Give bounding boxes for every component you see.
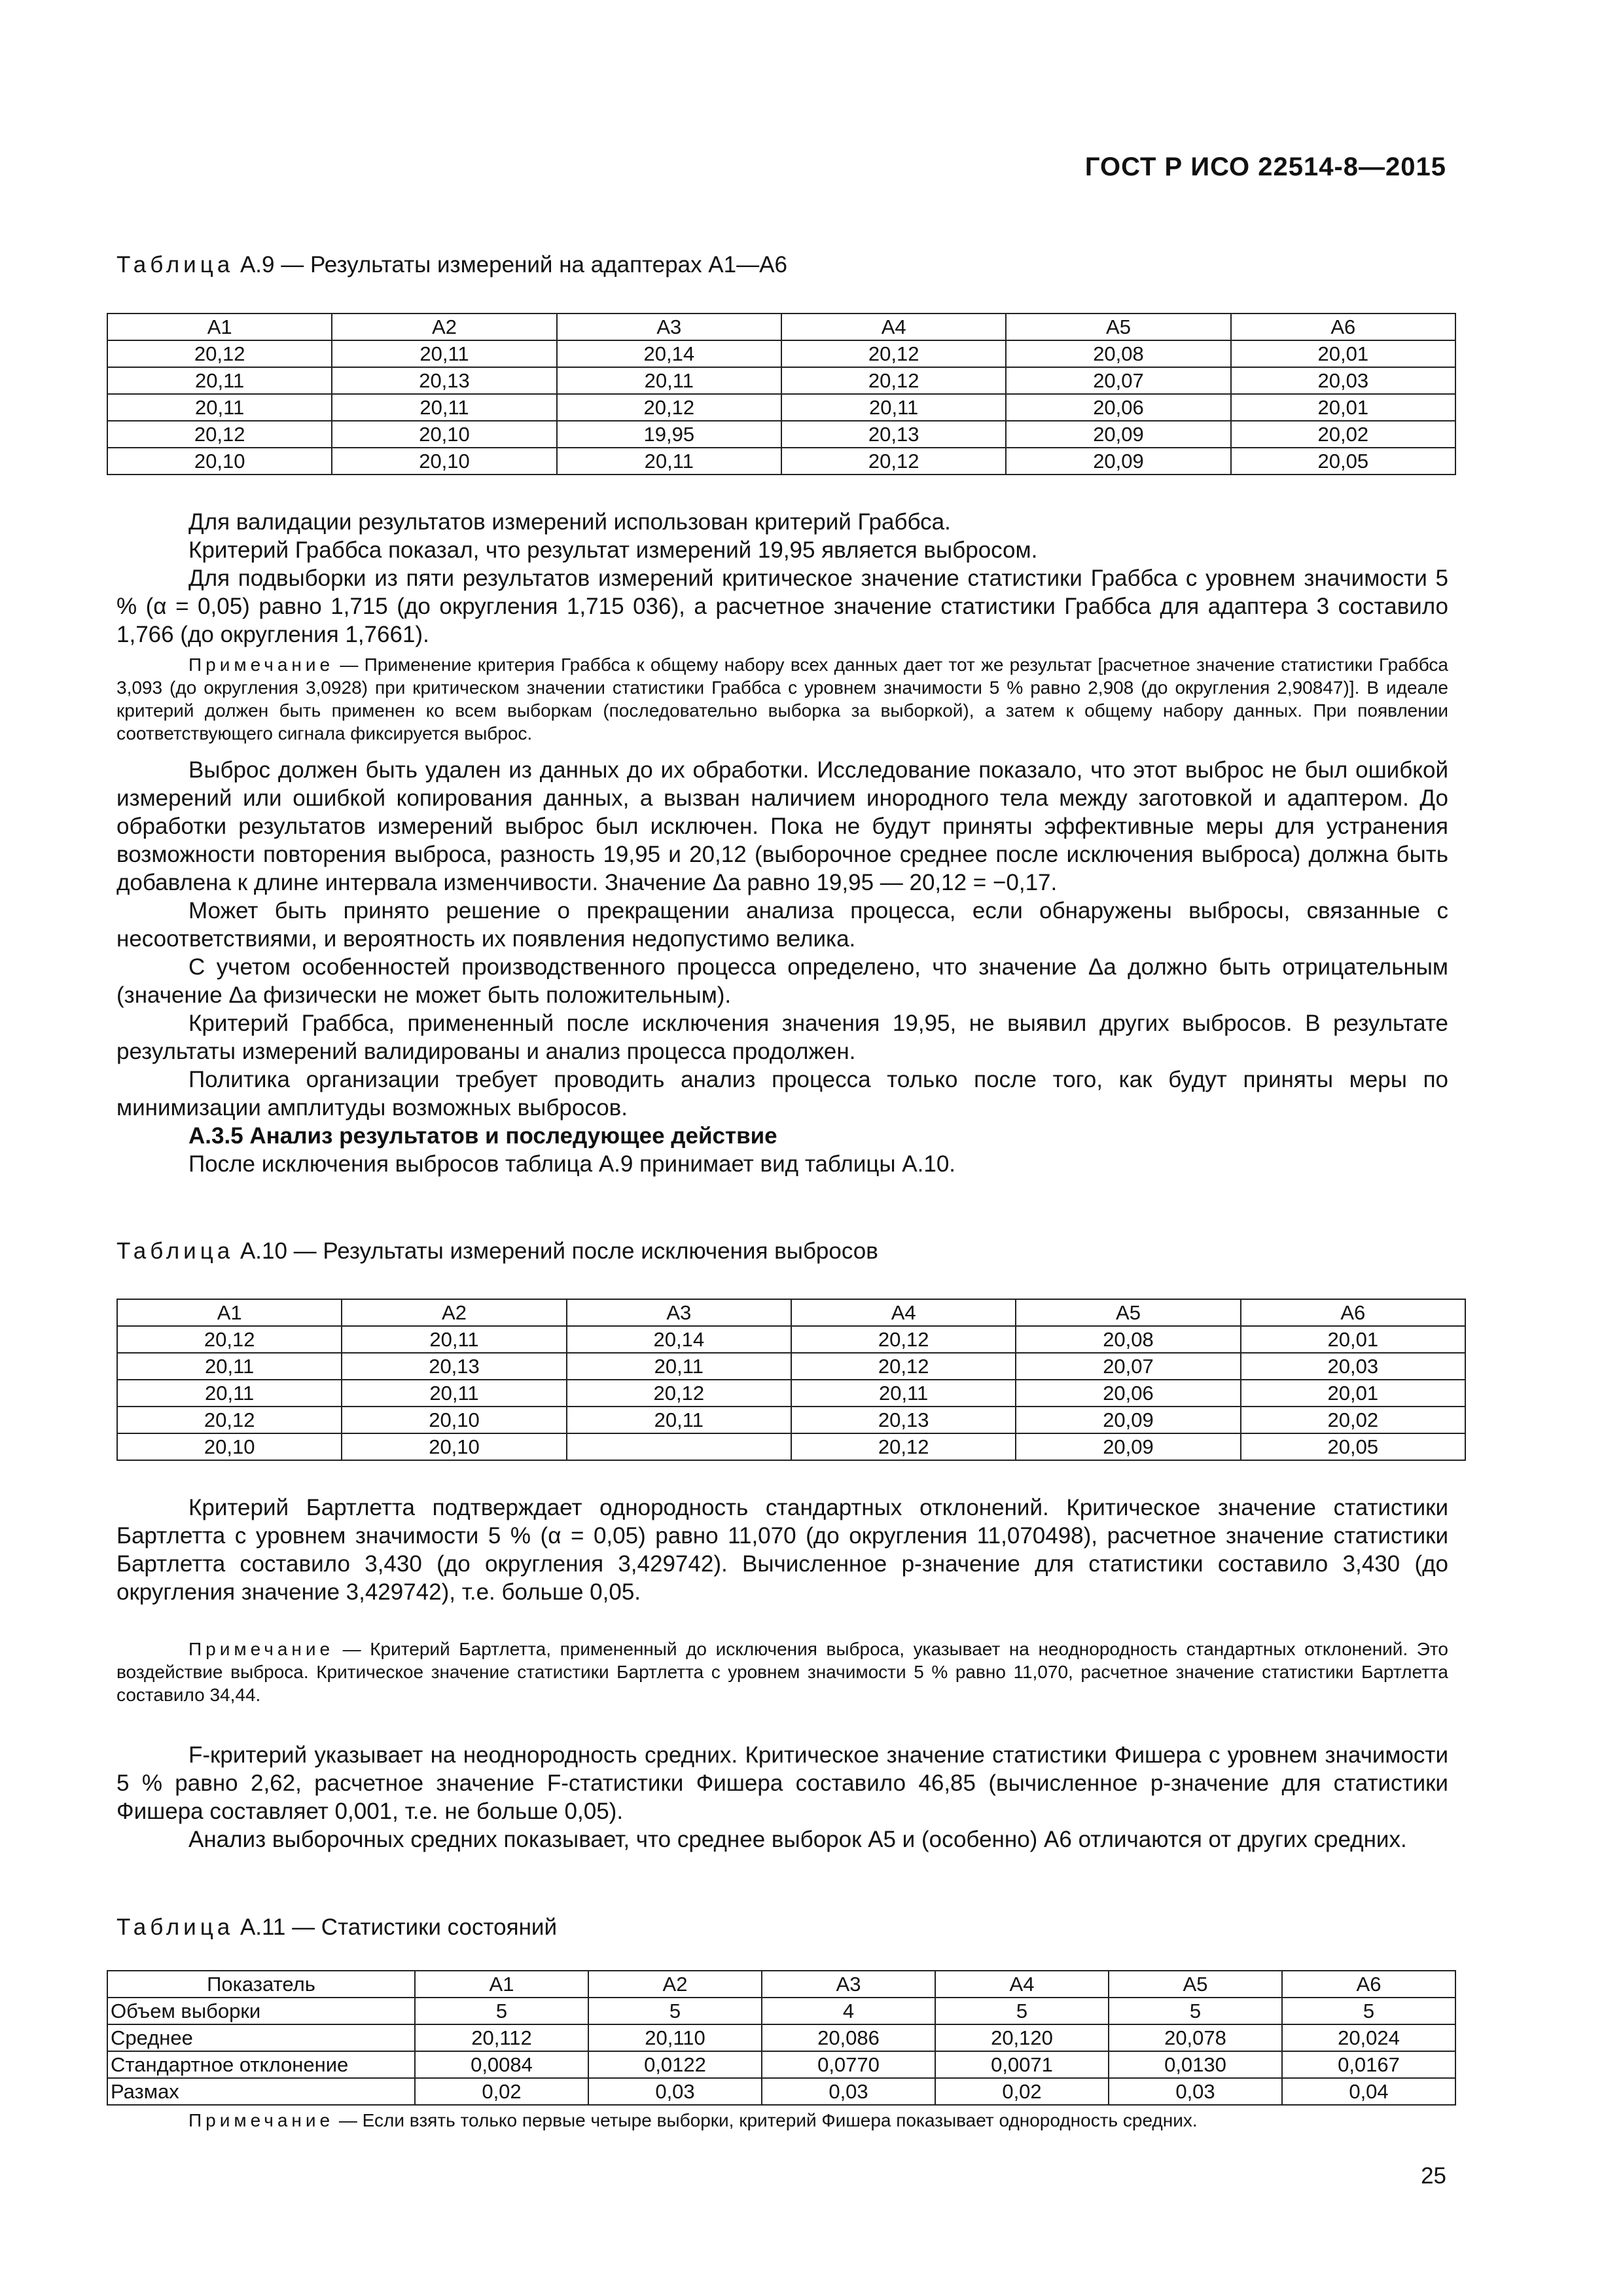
- table-cell: 20,10: [107, 448, 332, 475]
- table-row: [117, 1380, 1465, 1407]
- column-header: А1: [415, 1971, 588, 1998]
- column-header: А6: [1241, 1299, 1465, 1326]
- text-block-2: [116, 756, 1448, 1178]
- table-cell: 0,0770: [762, 2051, 935, 2078]
- table-cell: 20,05: [1241, 1433, 1465, 1460]
- text-block-1: [116, 508, 1448, 649]
- table-cell: 20,01: [1241, 1380, 1465, 1407]
- paragraph: Политика организации требует проводить анализ процесса только после того, как будут приняты меры по минимизации амплитуды возможных выбросов.: [116, 1067, 1448, 1121]
- table-cell: 20,13: [332, 367, 556, 394]
- table-cell: 20,14: [567, 1326, 791, 1353]
- table-cell: 20,12: [791, 1326, 1016, 1353]
- paragraph: С учетом особенностей производственного процесса определено, что значение Δa должно быть отрицательным (значение Δa физически не может быть положительным).: [116, 954, 1448, 1008]
- table-cell: 20,12: [791, 1353, 1016, 1380]
- table-row: [107, 1998, 1455, 2024]
- table-cell: 20,14: [557, 340, 781, 367]
- column-header: А2: [588, 1971, 762, 1998]
- table-row: [107, 394, 1455, 421]
- table-cell: 20,11: [567, 1407, 791, 1433]
- table-cell: 20,11: [332, 340, 556, 367]
- table-cell: 20,10: [342, 1407, 566, 1433]
- table-row: [117, 1433, 1465, 1460]
- page-number: 25: [1421, 2163, 1446, 2189]
- section-heading: А.3.5 Анализ результатов и последующее действие: [188, 1123, 777, 1149]
- paragraph: Критерий Бартлетта подтверждает однородность стандартных отклонений. Критическое значение статистики Бартлетта с уровнем значимости 5 % (α = 0,05) равно 11,070 (до округления 11,070498), расчетное значение статистики Бартлетта составило 3,430 (до округления 3,429742). Вычисленное p-значение для статистики составило 3,430 (до округления значение 3,429742), т.е. больше 0,05.: [116, 1495, 1448, 1605]
- column-header: А5: [1109, 1971, 1282, 1998]
- column-header: А2: [332, 314, 556, 340]
- table-cell: Размах: [107, 2078, 415, 2105]
- table-cell: 0,0130: [1109, 2051, 1282, 2078]
- table-cell: 20,10: [332, 421, 556, 448]
- table-row: [117, 1326, 1465, 1353]
- table-cell: 0,03: [762, 2078, 935, 2105]
- table10-caption: [116, 1238, 878, 1265]
- table-cell: 20,03: [1231, 367, 1455, 394]
- table-cell: 20,12: [567, 1380, 791, 1407]
- table-row: [107, 367, 1455, 394]
- table-cell: 0,03: [1109, 2078, 1282, 2105]
- table-cell: 20,09: [1006, 448, 1230, 475]
- table-cell: 20,10: [342, 1433, 566, 1460]
- column-header: А3: [557, 314, 781, 340]
- table-cell: 20,11: [107, 394, 332, 421]
- table-cell: 0,04: [1282, 2078, 1455, 2105]
- table11-caption-label: Таблица: [116, 1914, 234, 1940]
- table-cell: 20,11: [117, 1380, 342, 1407]
- note-bartlett: [116, 1638, 1448, 1706]
- table-cell: 20,09: [1016, 1407, 1240, 1433]
- table11-caption: [116, 1914, 557, 1941]
- table-cell: 20,12: [781, 340, 1006, 367]
- table-cell: 20,01: [1231, 394, 1455, 421]
- table-cell: 20,112: [415, 2024, 588, 2051]
- column-header: А3: [567, 1299, 791, 1326]
- table-cell: 20,11: [117, 1353, 342, 1380]
- table-cell: 20,03: [1241, 1353, 1465, 1380]
- table-cell: 20,110: [588, 2024, 762, 2051]
- table-cell: 20,12: [107, 340, 332, 367]
- table-cell: 20,11: [781, 394, 1006, 421]
- table-cell: 20,11: [342, 1326, 566, 1353]
- table-cell: 20,10: [332, 448, 556, 475]
- table-cell: Объем выборки: [107, 1998, 415, 2024]
- table-row: [107, 340, 1455, 367]
- table-cell: 0,0084: [415, 2051, 588, 2078]
- column-header: А2: [342, 1299, 566, 1326]
- paragraph: После исключения выбросов таблица А.9 принимает вид таблицы А.10.: [188, 1151, 956, 1177]
- table-cell: 20,078: [1109, 2024, 1282, 2051]
- table-cell: 5: [1282, 1998, 1455, 2024]
- document-header: ГОСТ Р ИСО 22514-8—2015: [1084, 152, 1446, 181]
- table-cell: 0,02: [415, 2078, 588, 2105]
- table-cell: 20,12: [107, 421, 332, 448]
- table10-caption-text: А.10 — Результаты измерений после исключения выбросов: [234, 1238, 878, 1264]
- table-cell: 20,12: [791, 1433, 1016, 1460]
- paragraph: Для валидации результатов измерений использован критерий Граббса.: [188, 509, 951, 535]
- table-cell: 20,11: [342, 1380, 566, 1407]
- column-header: А4: [791, 1299, 1016, 1326]
- table-cell: 20,11: [332, 394, 556, 421]
- table-cell: 20,07: [1006, 367, 1230, 394]
- table9-caption: [116, 252, 787, 278]
- table-cell: 20,09: [1016, 1433, 1240, 1460]
- table-cell: Среднее: [107, 2024, 415, 2051]
- table-cell: 20,07: [1016, 1353, 1240, 1380]
- table-cell: 20,12: [117, 1326, 342, 1353]
- column-header: А5: [1016, 1299, 1240, 1326]
- column-header: А3: [762, 1971, 935, 1998]
- table-cell: 20,086: [762, 2024, 935, 2051]
- note-grubbs: [116, 653, 1448, 745]
- column-header: А1: [107, 314, 332, 340]
- table-cell: 0,02: [935, 2078, 1109, 2105]
- table-header-row: [117, 1299, 1465, 1326]
- table-cell: Стандартное отклонение: [107, 2051, 415, 2078]
- paragraph: F-критерий указывает на неоднородность средних. Критическое значение статистики Фишера с уровнем значимости 5 % равно 2,62, расчетное значение F-статистики Фишера составило 46,85 (вычисленное p-значение для статистики Фишера составляет 0,001, т.е. не больше 0,05).: [116, 1742, 1448, 1824]
- table-row: [107, 448, 1455, 475]
- table-cell: 4: [762, 1998, 935, 2024]
- table-cell: 20,13: [342, 1353, 566, 1380]
- table-row: [107, 2078, 1455, 2105]
- table-cell: 20,06: [1016, 1380, 1240, 1407]
- table-cell: 20,09: [1006, 421, 1230, 448]
- table-cell: 20,12: [117, 1407, 342, 1433]
- table-cell: 20,01: [1231, 340, 1455, 367]
- table-cell: 20,11: [557, 367, 781, 394]
- table-cell: 20,12: [781, 367, 1006, 394]
- table-cell: 5: [415, 1998, 588, 2024]
- table-header-row: [107, 1971, 1455, 1998]
- table-cell: 20,12: [781, 448, 1006, 475]
- column-header: А6: [1231, 314, 1455, 340]
- table-row: [107, 2024, 1455, 2051]
- table-cell: 20,02: [1231, 421, 1455, 448]
- paragraph: Для подвыборки из пяти результатов измерений критическое значение статистики Граббса с уровнем значимости 5 % (α = 0,05) равно 1,715 (до округления 1,715 036), а расчетное значение статистики Граббса для адаптера 3 составило 1,766 (до округления 1,7661).: [116, 565, 1448, 647]
- paragraph: Может быть принято решение о прекращении анализа процесса, если обнаружены выбросы, связанные с несоответствиями, и вероятность их появления недопустимо велика.: [116, 898, 1448, 952]
- table-cell: 20,11: [107, 367, 332, 394]
- table-cell: [567, 1433, 791, 1460]
- table-cell: 20,06: [1006, 394, 1230, 421]
- table-cell: 0,0167: [1282, 2051, 1455, 2078]
- table-a10: [116, 1299, 1466, 1461]
- table-cell: 5: [935, 1998, 1109, 2024]
- note-text: — Критерий Бартлетта, примененный до исключения выброса, указывает на неоднородность стандартных отклонений. Это воздействие выброса. Критическое значение статистики Бартлетта с уровнем значимости 5 % равно 11,070, расчетное значение статистики Бартлетта составило 34,44.: [116, 1639, 1448, 1705]
- column-header: А5: [1006, 314, 1230, 340]
- note-label: Примечание: [188, 655, 334, 675]
- table-cell: 20,05: [1231, 448, 1455, 475]
- table-cell: 0,0122: [588, 2051, 762, 2078]
- column-header: Показатель: [107, 1971, 415, 1998]
- table-cell: 20,11: [567, 1353, 791, 1380]
- note-label: Примечание: [188, 1639, 334, 1659]
- table-a9: [107, 313, 1456, 475]
- table-cell: 19,95: [557, 421, 781, 448]
- column-header: А1: [117, 1299, 342, 1326]
- table-cell: 20,10: [117, 1433, 342, 1460]
- table-row: [117, 1407, 1465, 1433]
- table11-caption-text: А.11 — Статистики состояний: [234, 1914, 558, 1940]
- table-cell: 20,11: [791, 1380, 1016, 1407]
- table-cell: 20,12: [557, 394, 781, 421]
- table-cell: 20,02: [1241, 1407, 1465, 1433]
- table-cell: 20,120: [935, 2024, 1109, 2051]
- table9-caption-label: Таблица: [116, 252, 234, 278]
- paragraph: Анализ выборочных средних показывает, что среднее выборок А5 и (особенно) А6 отличаются от других средних.: [188, 1827, 1407, 1852]
- table-cell: 5: [1109, 1998, 1282, 2024]
- table9-caption-text: А.9 — Результаты измерений на адаптерах А1—А6: [234, 252, 787, 278]
- column-header: А4: [781, 314, 1006, 340]
- text-block-3: [116, 1494, 1448, 1606]
- note-text: — Если взять только первые четыре выборки, критерий Фишера показывает однородность средних.: [334, 2110, 1198, 2130]
- note-fisher: [116, 2109, 1448, 2132]
- table-cell: 5: [588, 1998, 762, 2024]
- table-a11: [107, 1970, 1456, 2106]
- paragraph: Выброс должен быть удален из данных до их обработки. Исследование показало, что этот выброс не был ошибкой измерений или ошибкой копирования данных, а вызван наличием инородного тела между заготовкой и адаптером. До обработки результатов измерений выброс был исключен. Пока не будут приняты эффективные меры для устранения возможности повторения выброса, разность 19,95 и 20,12 (выборочное среднее после исключения выброса) должна быть добавлена к длине интервала изменчивости. Значение Δa равно 19,95 — 20,12 = −0,17.: [116, 757, 1448, 895]
- table-header-row: [107, 314, 1455, 340]
- table-row: [107, 421, 1455, 448]
- table-cell: 20,13: [791, 1407, 1016, 1433]
- table-cell: 20,13: [781, 421, 1006, 448]
- paragraph: Критерий Граббса показал, что результат измерений 19,95 является выбросом.: [188, 537, 1038, 563]
- note-text: — Применение критерия Граббса к общему набору всех данных дает тот же результат [расчетное значение статистики Граббса 3,093 (до округления 3,0928) при критическом значении статистики Граббса с уровнем значимости 5 % равно 2,908 (до округления 2,90847)]. В идеале критерий должен быть применен ко всем выборкам (последовательно выборка за выборкой), а затем к общему набору данных. При появлении соответствующего сигнала фиксируется выброс.: [116, 655, 1448, 744]
- table-cell: 0,0071: [935, 2051, 1109, 2078]
- table-cell: 20,08: [1006, 340, 1230, 367]
- table-cell: 0,03: [588, 2078, 762, 2105]
- table-cell: 20,11: [557, 448, 781, 475]
- table10-caption-label: Таблица: [116, 1238, 234, 1264]
- column-header: А4: [935, 1971, 1109, 1998]
- table-row: [117, 1353, 1465, 1380]
- column-header: А6: [1282, 1971, 1455, 1998]
- paragraph: Критерий Граббса, примененный после исключения значения 19,95, не выявил других выбросов. В результате результаты измерений валидированы и анализ процесса продолжен.: [116, 1011, 1448, 1064]
- text-block-4: [116, 1741, 1448, 1854]
- table-row: [107, 2051, 1455, 2078]
- table-cell: 20,08: [1016, 1326, 1240, 1353]
- table-cell: 20,024: [1282, 2024, 1455, 2051]
- note-label: Примечание: [188, 2110, 334, 2130]
- table-cell: 20,01: [1241, 1326, 1465, 1353]
